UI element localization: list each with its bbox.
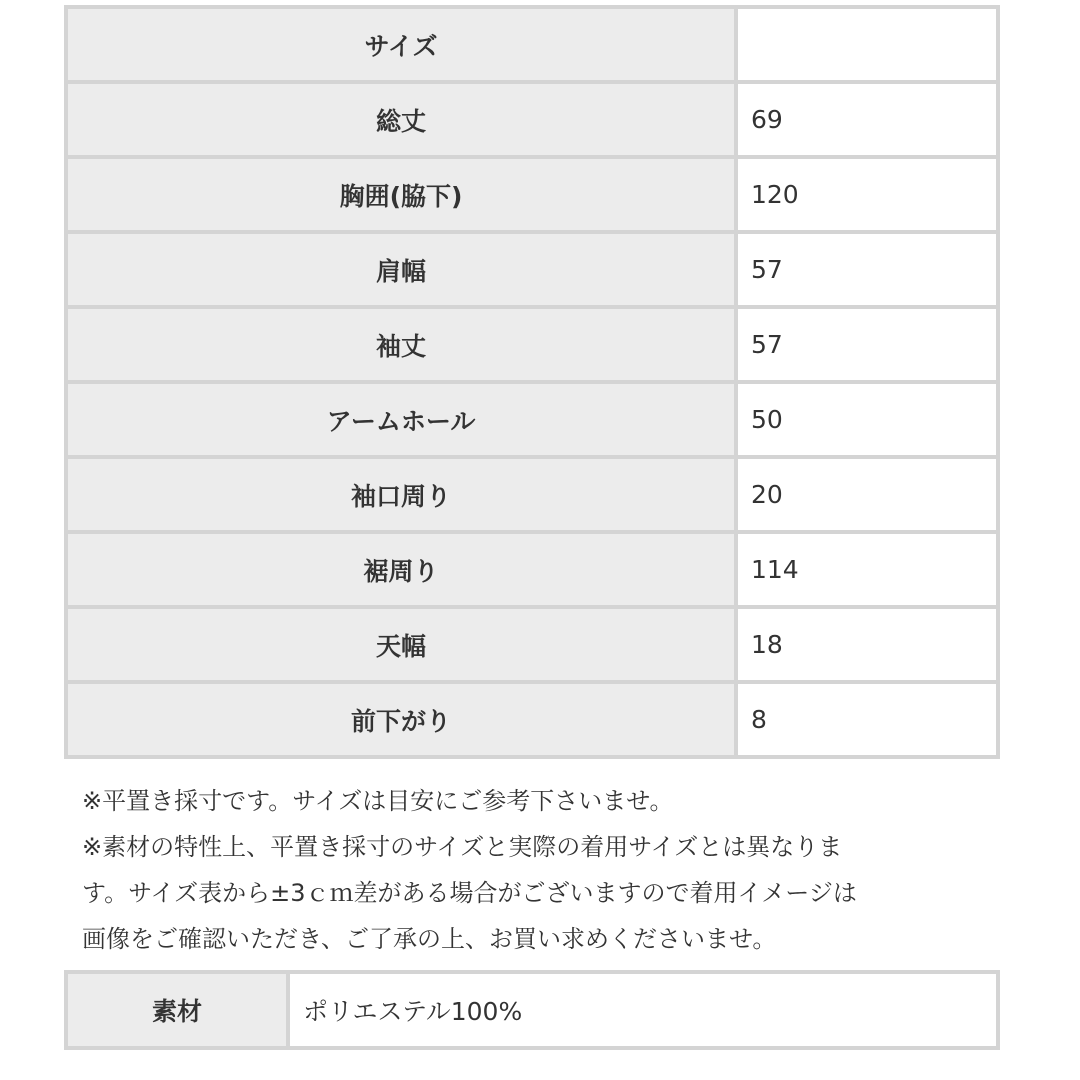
row-value-sleeve: 57 [738,309,996,380]
row-label-armhole: アームホール [68,384,734,455]
row-label-sleeve: 袖丈 [68,309,734,380]
table-row [68,9,996,80]
size-header-label: サイズ [68,9,734,80]
note-line: ※平置き採寸です。サイズは目安にご参考下さいませ。 [82,787,674,815]
material-value: ポリエステル100% [290,974,996,1046]
table-row [68,159,996,230]
row-value-neck-width: 18 [738,609,996,680]
row-value-shoulder: 57 [738,234,996,305]
row-value-total-length: 69 [738,84,996,155]
row-label-chest: 胸囲(脇下) [68,159,734,230]
row-value-cuff: 20 [738,459,996,530]
row-value-chest: 120 [738,159,996,230]
table-row [68,974,996,1046]
row-value-hem: 114 [738,534,996,605]
row-value-armhole: 50 [738,384,996,455]
table-row [68,609,996,680]
row-label-total-length: 総丈 [68,84,734,155]
table-row [68,684,996,755]
table-row [68,234,996,305]
row-label-shoulder: 肩幅 [68,234,734,305]
note-line: ※素材の特性上、平置き採寸のサイズと実際の着用サイズとは異なりま [82,833,843,861]
row-label-neck-width: 天幅 [68,609,734,680]
row-label-front-drop: 前下がり [68,684,734,755]
material-table [64,970,1000,1050]
table-row [68,534,996,605]
row-label-hem: 裾周り [68,534,734,605]
note-line: す。サイズ表から±3ｃｍ差がある場合がございますので着用イメージは [82,879,857,907]
size-table [64,5,1000,759]
material-label: 素材 [68,974,286,1046]
size-header-value [738,9,996,80]
table-row [68,309,996,380]
row-value-front-drop: 8 [738,684,996,755]
size-notes [68,761,996,970]
table-row [68,459,996,530]
row-label-cuff: 袖口周り [68,459,734,530]
table-row [68,84,996,155]
note-line: 画像をご確認いただき、ご了承の上、お買い求めくださいませ。 [82,925,777,953]
table-row [68,384,996,455]
